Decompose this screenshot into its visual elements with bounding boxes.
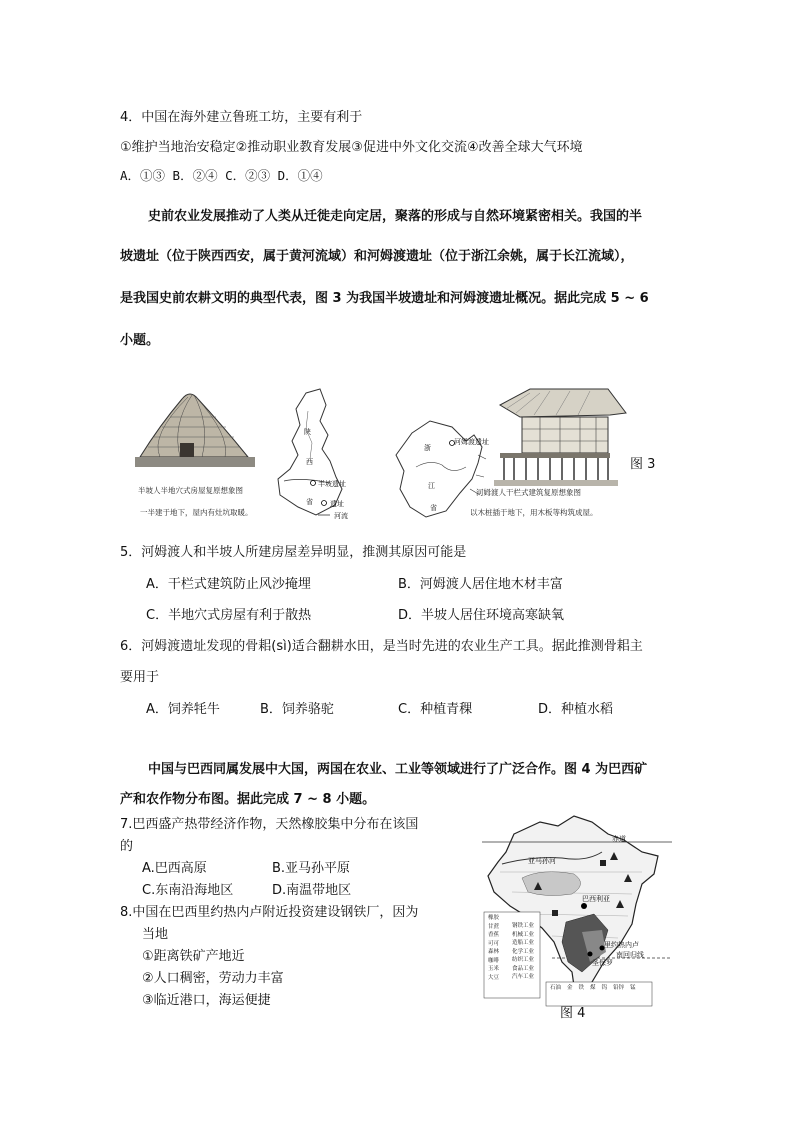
tropic-label: 南回归线 [616, 951, 644, 959]
industry-legend-food: 食品工业 [512, 965, 535, 972]
figure-4-label: 图 4 [560, 1006, 586, 1021]
figure-3 [130, 385, 670, 525]
passage1-line1: 史前农业发展推动了人类从迁徙走向定居，聚落的形成与自然环境紧密相关。我国的半 [148, 209, 643, 224]
shaanxi-char-2: 西 [306, 458, 313, 466]
mineral-legend-manganese: 锰 [630, 985, 636, 991]
q6-stem-1: 6．河姆渡遗址发现的骨耜(sì)适合翻耕水田，是当时先进的农业生产工具。据此推测骨耜主 [120, 639, 643, 654]
q7-stem-2: 的 [120, 839, 134, 854]
q6-option-b: B．饲养骆驼 [260, 702, 334, 717]
crop-legend-coffee: 咖啡 [488, 957, 500, 964]
mineral-legend-iron: 铁 [578, 985, 585, 991]
figure-3-illustration [130, 385, 670, 525]
crop-legend-soybean: 大豆 [488, 974, 500, 981]
mineral-legend-gold: 金 [567, 985, 573, 991]
q8-item-3: ③临近港口，海运便捷 [142, 993, 271, 1008]
q7-stem-1: 7.巴西盛产热带经济作物，天然橡胶集中分布在该国 [120, 817, 419, 832]
industry-legend-chemical: 化学工业 [512, 948, 535, 955]
hemudu-caption-2: 以木桩插于地下，用木板等构筑成屋。 [470, 508, 598, 517]
industry-legend-machinery: 机械工业 [512, 931, 535, 938]
mineral-legend-tungsten: 钨 [601, 985, 608, 991]
crop-legend-sugarcane: 甘蔗 [488, 923, 500, 930]
passage2-line1: 中国与巴西同属发展中大国，两国在农业、工业等领域进行了广泛合作。图 4 为巴西矿 [148, 762, 648, 777]
industry-legend-shipbuilding: 造船工业 [512, 940, 535, 946]
q5-stem: 5．河姆渡人和半坡人所建房屋差异明显，推测其原因可能是 [120, 545, 467, 560]
q5-option-b: B．河姆渡人居住地木材丰富 [398, 577, 563, 592]
crop-legend [488, 914, 499, 982]
q4-items: ①维护当地治安稳定②推动职业教育发展③促进中外文化交流④改善全球大气环境 [120, 140, 583, 155]
hemudu-caption-1: 河姆渡人干栏式建筑复原想象图 [476, 488, 581, 497]
equator-label: 赤道 [612, 835, 626, 843]
passage1-line4: 小题。 [120, 333, 160, 348]
q7-option-a: A.巴西高原 [142, 861, 207, 876]
brazil-map [482, 812, 672, 1012]
q8-item-2: ②人口稠密，劳动力丰富 [142, 971, 284, 986]
q8-stem-1: 8.中国在巴西里约热内卢附近投资建设钢铁厂，因为 [120, 905, 419, 920]
q4-stem: 4．中国在海外建立鲁班工坊，主要有利于 [120, 110, 363, 125]
crop-legend-banana: 香蕉 [488, 932, 500, 938]
q6-stem-2: 要用于 [120, 670, 160, 685]
industry-legend [512, 922, 534, 982]
zhejiang-char-3: 省 [430, 504, 437, 512]
q7-option-d: D.南温带地区 [272, 883, 352, 898]
q6-option-d: D．种植水稻 [538, 702, 614, 717]
q5-option-a: A．干栏式建筑防止风沙掩埋 [146, 577, 311, 592]
banpo-site-label: 半坡遗址 [318, 480, 346, 488]
q8-stem-2: 当地 [142, 927, 169, 942]
saopaulo-label: 圣保罗 [592, 959, 613, 967]
passage1-line3: 是我国史前农耕文明的典型代表，图 3 为我国半坡遗址和河姆渡遗址概况。据此完成 5 ~ 6 [120, 291, 649, 306]
crop-legend-corn: 玉米 [488, 966, 500, 972]
crop-legend-forest: 森林 [488, 949, 500, 955]
passage2-line2: 产和农作物分布图。据此完成 7 ~ 8 小题。 [120, 792, 376, 807]
banpo-caption-2: 一半建于地下，屋内有灶坑取暖。 [140, 508, 253, 517]
crop-legend-cocoa: 可可 [488, 940, 500, 947]
q5-option-d: D．半坡人居住环境高寒缺氧 [398, 608, 565, 623]
banpo-caption-1: 半坡人半地穴式房屋复原想象图 [138, 486, 243, 495]
industry-legend-steel: 钢铁工业 [512, 923, 535, 929]
amazon-label: 亚马孙河 [528, 857, 556, 865]
zhejiang-map [396, 421, 486, 517]
legend-site-label: 遗址 [330, 500, 344, 508]
q6-option-c: C．种植青稞 [398, 702, 473, 717]
passage1-line2: 坡遗址（位于陕西西安，属于黄河流域）和河姆渡遗址（位于浙江余姚，属于长江流域）， [120, 249, 634, 264]
q8-item-1: ①距离铁矿产地近 [142, 949, 245, 964]
q5-option-c: C．半地穴式房屋有利于散热 [146, 608, 312, 623]
crop-legend-rubber: 橡胶 [488, 915, 500, 921]
legend-river-label: 河流 [334, 512, 348, 520]
zhejiang-char-1: 浙 [424, 444, 431, 452]
q7-option-b: B.亚马孙平原 [272, 861, 351, 876]
q4-options: A．①③ B．②④ C．②③ D．①④ [120, 168, 323, 183]
brasilia-label: 巴西利亚 [582, 895, 610, 903]
q6-option-a: A．饲养牦牛 [146, 702, 220, 717]
zhejiang-char-2: 江 [428, 482, 435, 490]
figure-4 [482, 812, 672, 1022]
q7-option-c: C.东南沿海地区 [142, 883, 234, 898]
figure-3-label: 图 3 [630, 457, 656, 472]
mineral-legend-oil: 石油 [550, 985, 562, 991]
industry-legend-auto: 汽车工业 [512, 974, 535, 980]
hemudu-site-label: 河姆渡遗址 [454, 438, 489, 446]
mineral-legend-leadzinc: 铅锌 [613, 985, 625, 991]
rio-label: 里约热内卢 [604, 941, 639, 949]
shaanxi-char-3: 省 [306, 498, 313, 506]
hemudu-house-illustration [494, 389, 626, 486]
mineral-legend-coal: 煤 [590, 985, 596, 991]
mineral-legend [550, 984, 654, 993]
industry-legend-textile: 纺织工业 [512, 957, 535, 963]
shaanxi-char-1: 陕 [304, 428, 311, 436]
banpo-hut-illustration [135, 394, 255, 467]
